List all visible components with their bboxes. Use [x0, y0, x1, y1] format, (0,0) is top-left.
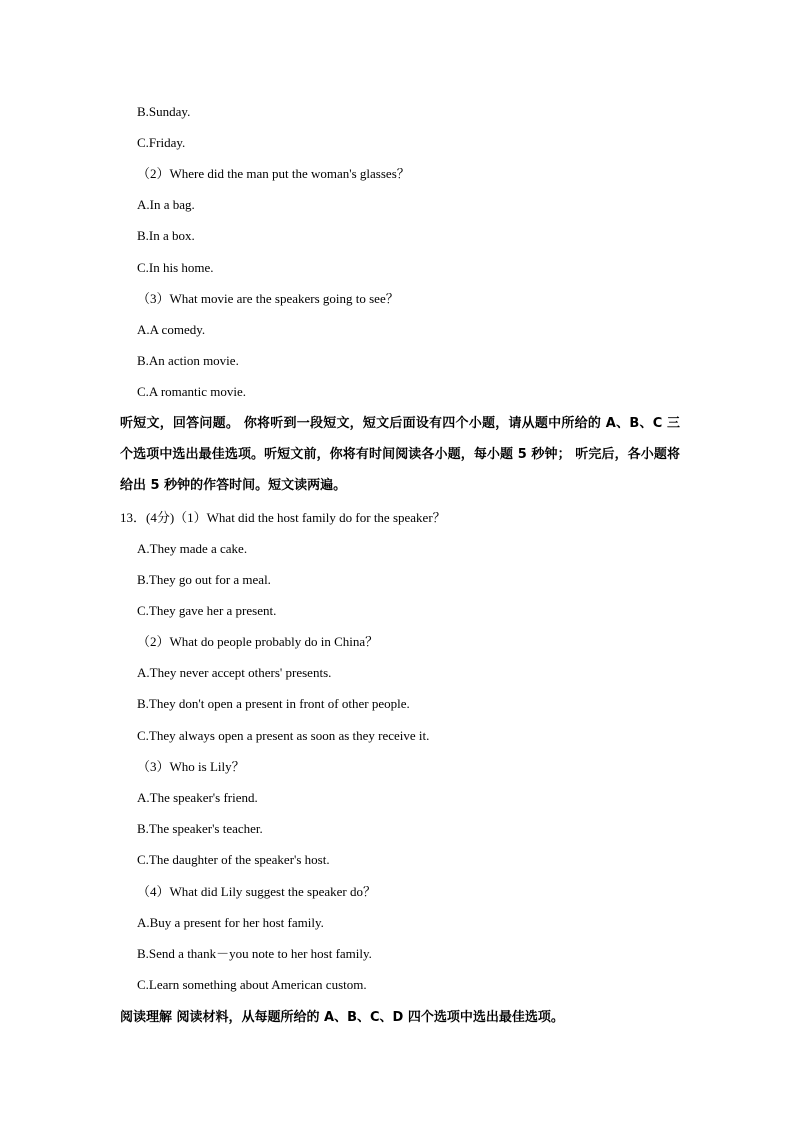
option-q3-b: B.An action movie. [137, 353, 239, 368]
option-13-4-a: A.Buy a present for her host family. [137, 915, 324, 930]
option-13-1-b: B.They go out for a meal. [137, 572, 271, 587]
option-q2-b: B.In a box. [137, 228, 195, 243]
question-13-4-text: （4）What did Lily suggest the speaker do？ [137, 884, 377, 899]
question-13-header: 13．(4分)（1）What did the host family do for the speaker？ [120, 510, 446, 525]
option-q2-a: A.In a bag. [137, 197, 195, 212]
option-q2-c: C.In his home. [137, 260, 214, 275]
option-13-4-b: B.Send a thank－you note to her host family. [137, 946, 372, 961]
option-13-3-b: B.The speaker's teacher. [137, 821, 263, 836]
option-13-4-c: C.Learn something about American custom. [137, 977, 367, 992]
question-13-3-text: （3）Who is Lily？ [137, 759, 245, 774]
option-13-3-a: A.The speaker's friend. [137, 790, 258, 805]
option-q1-c: C.Friday. [137, 135, 186, 150]
option-13-2-c: C.They always open a present as soon as they receive it. [137, 728, 430, 743]
option-q3-a: A.A comedy. [137, 322, 206, 337]
option-q1-b: B.Sunday. [137, 104, 191, 119]
section-instructions: 听短文，回答问题。 你将听到一段短文，短文后面设有四个小题，请从题中所给的 A、B、C 三个选项中选出最佳选项。听短文前，你将有时间阅读各小题，每小题 5 秒钟； 听完后，各小题将给出 5 秒钟的作答时间。短文读两遍。 [120, 416, 680, 493]
question-2-text: （2）Where did the man put the woman's glasses？ [137, 166, 410, 181]
option-13-1-a: A.They made a cake. [137, 541, 248, 556]
question-3-text: （3）What movie are the speakers going to see？ [137, 291, 399, 306]
option-13-2-b: B.They don't open a present in front of other people. [137, 696, 410, 711]
reading-section-header: 阅读理解 阅读材料，从每题所给的 A、B、C、D 四个选项中选出最佳选项。 [120, 1010, 564, 1025]
option-q3-c: C.A romantic movie. [137, 384, 247, 399]
option-13-1-c: C.They gave her a present. [137, 603, 277, 618]
option-13-2-a: A.They never accept others' presents. [137, 665, 332, 680]
option-13-3-c: C.The daughter of the speaker's host. [137, 852, 330, 867]
question-13-2-text: （2）What do people probably do in China？ [137, 634, 379, 649]
